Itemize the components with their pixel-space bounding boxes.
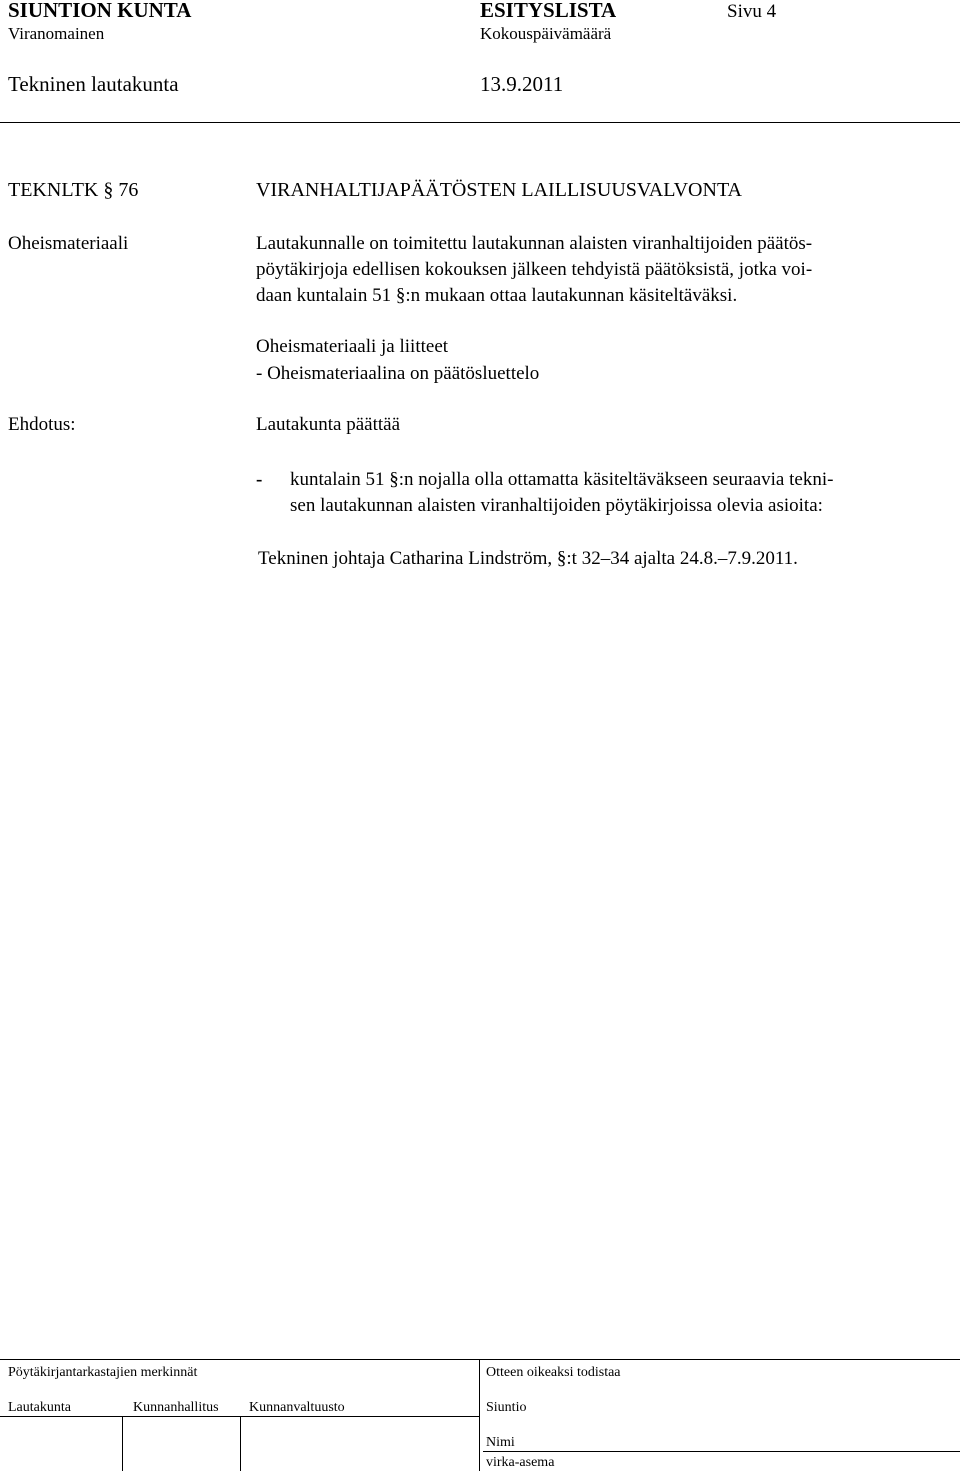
document-type: ESITYSLISTA <box>480 0 617 22</box>
footer-col-place: Siuntio <box>486 1400 527 1415</box>
bullet-line: sen lautakunnan alaisten viranhaltijoiden pöytäkirjoissa olevia asioita: <box>290 495 823 516</box>
footer-col-divider-1 <box>122 1416 123 1471</box>
description-paragraph <box>256 231 812 309</box>
footer-col-board: Lautakunta <box>8 1400 71 1415</box>
date-label: Kokouspäivämäärä <box>480 24 612 43</box>
bullet-line: kuntalain 51 §:n nojalla olla ottamatta käsiteltäväkseen seuraavia tekni- <box>290 469 834 490</box>
footer-col-council-board: Kunnanhallitus <box>133 1400 219 1415</box>
meeting-date: 13.9.2011 <box>480 72 564 96</box>
attachment-label: Oheismateriaali <box>8 233 129 254</box>
authority-name: Tekninen lautakunta <box>8 72 179 96</box>
name-rule <box>483 1451 960 1452</box>
reviewers-label: Pöytäkirjantarkastajien merkinnät <box>8 1365 198 1380</box>
item-number: 76 <box>118 179 139 201</box>
decides-text: Lautakunta päättää <box>256 414 401 435</box>
footer-top-rule <box>0 1359 960 1360</box>
page-number: Sivu 4 <box>727 1 777 22</box>
organization-name: SIUNTION KUNTA <box>8 0 192 22</box>
item-title: VIRANHALTIJAPÄÄTÖSTEN LAILLISUUSVALVONTA <box>256 179 742 201</box>
attachments-heading: Oheismateriaali ja liitteet <box>256 336 449 357</box>
footer-vertical-divider <box>479 1359 480 1471</box>
certified-label: Otteen oikeaksi todistaa <box>486 1365 621 1380</box>
proposal-label: Ehdotus: <box>8 414 76 435</box>
section-sign-icon: § <box>103 179 114 201</box>
position-label: virka-asema <box>486 1455 555 1470</box>
paragraph-line: daan kuntalain 51 §:n mukaan ottaa lautakunnan käsiteltäväksi. <box>256 285 738 306</box>
item-heading <box>8 180 138 200</box>
item-code: TEKNLTK <box>8 179 99 201</box>
footer-col-council: Kunnanvaltuusto <box>249 1400 345 1415</box>
footer-col-divider-2 <box>240 1416 241 1471</box>
name-label: Nimi <box>486 1435 515 1450</box>
attachments-item: - Oheismateriaalina on päätösluettelo <box>256 363 540 384</box>
paragraph-line: pöytäkirjoja edellisen kokouksen jälkeen tehdyistä päätöksistä, jotka voi- <box>256 259 813 280</box>
bullet-dash: - <box>256 469 263 490</box>
decision-line: Tekninen johtaja Catharina Lindström, §:t 32–34 ajalta 24.8.–7.9.2011. <box>258 548 798 569</box>
paragraph-line: Lautakunnalle on toimitettu lautakunnan alaisten viranhaltijoiden päätös- <box>256 233 813 254</box>
bullet-text <box>290 467 833 519</box>
header-divider <box>0 122 960 123</box>
authority-label: Viranomainen <box>8 24 105 43</box>
